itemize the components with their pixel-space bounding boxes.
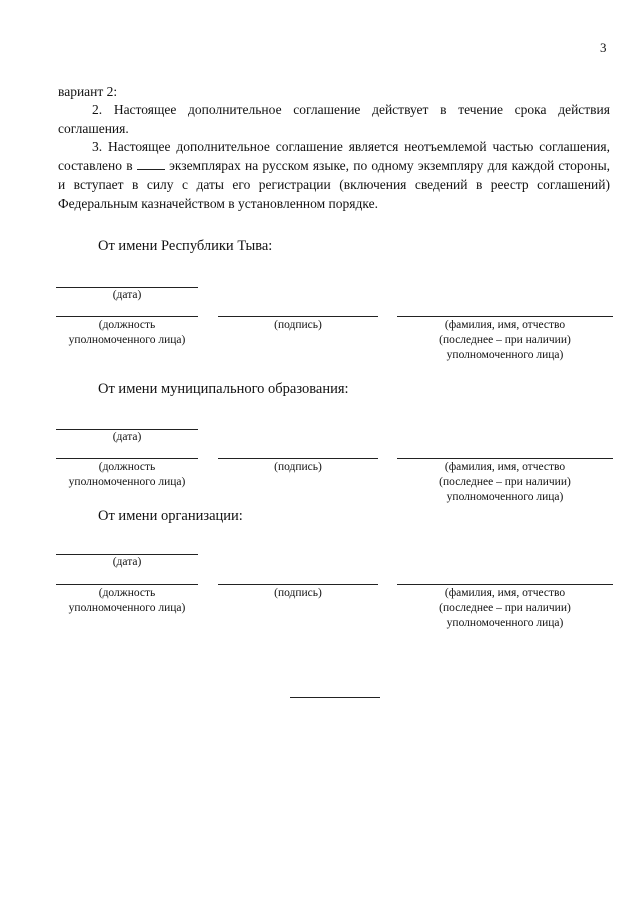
full-name-line — [397, 316, 613, 317]
full-name-caption-line2: (последнее – при наличии) — [439, 602, 571, 614]
signature-line — [218, 316, 378, 317]
signature-caption: (подпись) — [274, 461, 322, 473]
full-name-caption-line1: (фамилия, имя, отчество — [444, 587, 566, 599]
full-name-line — [397, 584, 613, 585]
full-name-line — [397, 458, 613, 459]
signature-line — [218, 584, 378, 585]
position-caption — [40, 318, 214, 348]
position-caption-line1: (должность — [98, 587, 156, 599]
page-number: 3 — [600, 40, 607, 55]
signature-line — [218, 458, 378, 459]
position-caption-line2: уполномоченного лица) — [68, 602, 186, 614]
position-caption — [40, 586, 214, 616]
full-name-caption — [397, 460, 613, 505]
paragraph-3-start: 3. Настоящее дополнительное соглашение является неотъемлемой частью соглашения, составлено в — [58, 139, 610, 173]
variant-label: вариант 2: — [58, 84, 118, 99]
full-name-caption-line3: уполномоченного лица) — [446, 617, 564, 629]
paragraph-2: 2. Настоящее дополнительное соглашение действует в течение срока действия соглашения. — [58, 102, 610, 136]
signature-caption: (подпись) — [274, 587, 322, 599]
full-name-caption — [397, 586, 613, 631]
paragraph-3 — [58, 137, 610, 213]
position-caption-line1: (должность — [98, 319, 156, 331]
date-caption: (дата) — [112, 289, 142, 301]
full-name-caption-line1: (фамилия, имя, отчество — [444, 461, 566, 473]
full-name-caption-line3: уполномоченного лица) — [446, 491, 564, 503]
signatory-header-organization: От имени организации: — [98, 508, 243, 524]
date-caption: (дата) — [112, 431, 142, 443]
full-name-caption — [397, 318, 613, 363]
position-caption-line1: (должность — [98, 461, 156, 473]
position-caption — [40, 460, 214, 490]
paragraph-3-end: экземплярах на русском языке, по одному экземпляру для каждой стороны, и вступает в силу с даты его регистрации (включения сведений в реестр соглашений) Федеральным казначейством в установленном порядке. — [58, 158, 611, 211]
date-caption: (дата) — [112, 556, 142, 568]
full-name-caption-line1: (фамилия, имя, отчество — [444, 319, 566, 331]
position-caption-line2: уполномоченного лица) — [68, 334, 186, 346]
position-line — [56, 584, 198, 585]
signature-caption: (подпись) — [274, 319, 322, 331]
end-separator-line — [290, 697, 380, 698]
full-name-caption-line3: уполномоченного лица) — [446, 349, 564, 361]
signatory-header-republic: От имени Республики Тыва: — [98, 238, 273, 254]
position-line — [56, 316, 198, 317]
full-name-caption-line2: (последнее – при наличии) — [439, 476, 571, 488]
position-line — [56, 458, 198, 459]
full-name-caption-line2: (последнее – при наличии) — [439, 334, 571, 346]
position-caption-line2: уполномоченного лица) — [68, 476, 186, 488]
copies-count-blank — [137, 157, 165, 170]
signatory-header-municipality: От имени муниципального образования: — [98, 381, 349, 397]
